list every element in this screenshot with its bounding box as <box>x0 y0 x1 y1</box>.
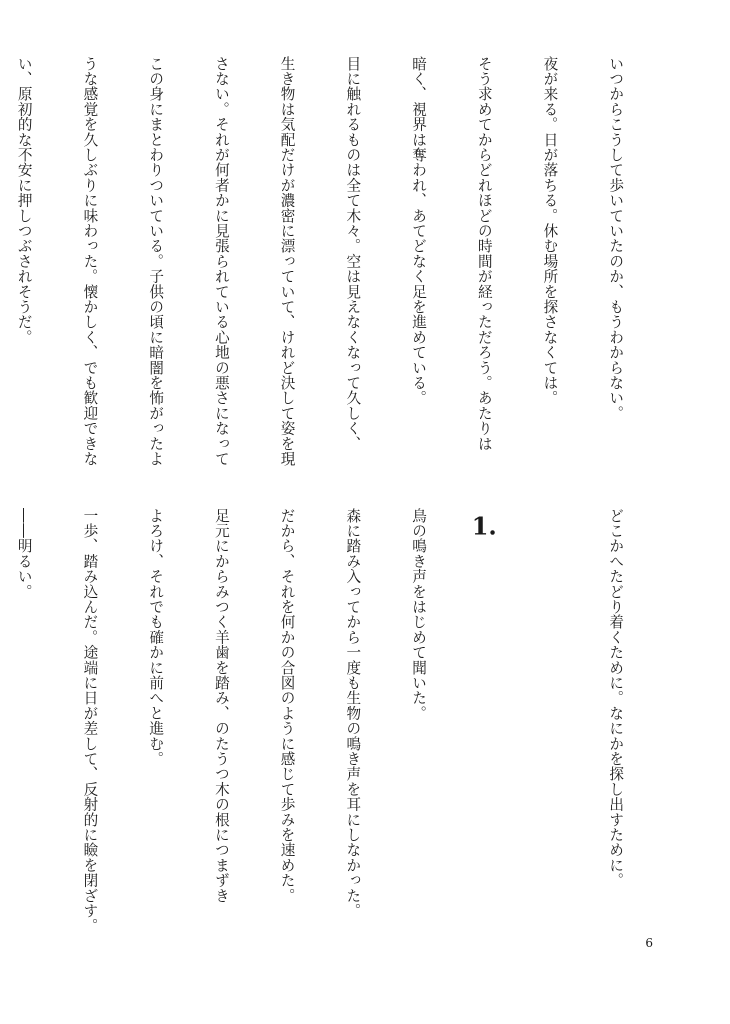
text-line: 生き物は気配だけが濃密に漂っていて、けれど決して姿を現 <box>278 56 296 467</box>
upper-text-block <box>15 56 670 476</box>
text-line: 暗く、視界は奪われ、あてどなく足を進めている。 <box>410 56 428 406</box>
page-number: 6 <box>645 936 653 950</box>
text-line: うな感覚を久しぶりに味わった。懐かしく、でも歓迎できな <box>81 56 99 467</box>
text-line: 一歩、踏み込んだ。途端に日が差して、反射的に瞼を閉ざす。 <box>81 508 99 934</box>
text-line: いつからこうして歩いていたのか、もうわからない。 <box>607 56 625 421</box>
text-line: どこかへたどり着くために。なにかを探し出すために。 <box>607 508 625 888</box>
text-line: この身にまとわりついている。子供の頃に暗闇を怖がったよ <box>147 56 165 467</box>
text-line: そう求めてからどれほどの時間が経っただろう。あたりは <box>475 56 493 452</box>
text-line: 目に触れるものは全て木々。空は見えなくなって久しく、 <box>344 56 362 452</box>
text-line: ――明るい。 <box>15 508 33 600</box>
text-line: だから、それを何かの合図のように感じて歩みを速めた。 <box>278 508 296 904</box>
text-line: 鳥の鳴き声をはじめて聞いた。 <box>410 508 428 721</box>
chapter-heading: 1. <box>471 514 497 538</box>
lower-text-block <box>15 508 670 938</box>
text-line: よろけ、それでも確かに前へと進む。 <box>147 508 165 767</box>
text-line: 夜が来る。日が落ちる。休む場所を探さなくては。 <box>541 56 559 406</box>
text-line: 森に踏み入ってから一度も生物の鳴き声を耳にしなかった。 <box>344 508 362 919</box>
blank-line <box>539 508 561 938</box>
text-line: い、原初的な不安に押しつぶされそうだ。 <box>15 56 33 345</box>
text-line: さない。それが何者かに見張られている心地の悪さになって <box>212 56 230 467</box>
text-line: 足元にからみつく羊歯を踏み、のたうつ木の根につまずき <box>212 508 230 904</box>
